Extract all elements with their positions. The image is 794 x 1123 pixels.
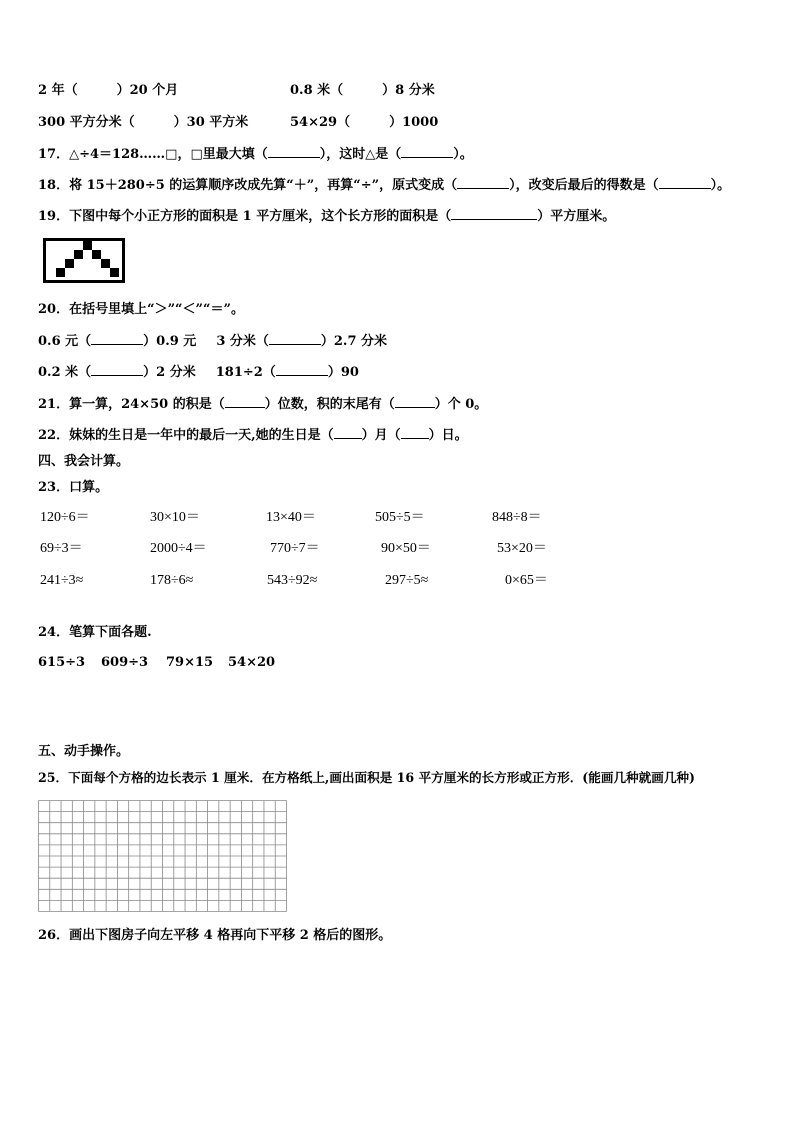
section-5-heading: 五、动手操作。: [38, 744, 130, 759]
answer-blank[interactable]: [334, 427, 362, 439]
compare-item-area: 300 平方分米（ ）30 平方米: [38, 115, 249, 130]
question-20: 20．在括号里填上“＞”“＜”“＝”。: [38, 302, 244, 317]
written-item: 79×15: [166, 655, 214, 670]
written-item: 609÷3: [101, 655, 149, 670]
oral-item: 69÷3＝: [40, 541, 83, 556]
oral-item: 120÷6＝: [40, 510, 90, 525]
question-22: 22．妹妹的生日是一年中的最后一天,她的生日是（ ）月（ ）日。: [38, 428, 468, 443]
compare-item-product: 54×29（ ）1000: [290, 115, 439, 130]
answer-blank[interactable]: [276, 364, 328, 376]
oral-item: 30×10＝: [150, 510, 200, 525]
question-17: 17．△÷4＝128……□，□里最大填（ ），这时△是（ ）。: [38, 147, 473, 162]
answer-blank[interactable]: [451, 208, 537, 220]
answer-blank[interactable]: [91, 333, 143, 345]
question-21: 21．算一算，24×50 的积是（ ）位数，积的末尾有（ ）个 0。: [38, 397, 488, 412]
oral-item: 241÷3≈: [40, 573, 84, 588]
oral-item: 297÷5≈: [385, 573, 429, 588]
answer-blank[interactable]: [401, 427, 429, 439]
section-4-heading: 四、我会计算。: [38, 454, 130, 469]
answer-blank[interactable]: [395, 396, 435, 408]
grid-paper[interactable]: [38, 800, 287, 912]
oral-item: 13×40＝: [266, 510, 316, 525]
oral-item: 53×20＝: [497, 541, 547, 556]
answer-blank[interactable]: [401, 146, 453, 158]
written-item: 615÷3: [38, 655, 86, 670]
answer-blank[interactable]: [659, 177, 711, 189]
oral-item: 543÷92≈: [267, 573, 318, 588]
question-25: 25．下面每个方格的边长表示 1 厘米．在方格纸上,画出面积是 16 平方厘米的长方形或正方形．(能画几种就画几种): [38, 770, 695, 785]
answer-blank[interactable]: [457, 177, 509, 189]
oral-item: 2000÷4＝: [150, 541, 207, 556]
compare-item-meters-decimeters: 0.8 米（ ）8 分米: [290, 83, 435, 98]
oral-item: 178÷6≈: [150, 573, 194, 588]
oral-item: 505÷5＝: [375, 510, 425, 525]
oral-item: 770÷7＝: [270, 541, 320, 556]
question-23: 23．口算。: [38, 480, 109, 495]
answer-blank[interactable]: [269, 333, 321, 345]
rectangle-figure: [43, 238, 125, 283]
question-26: 26．画出下图房子向左平移 4 格再向下平移 2 格后的图形。: [38, 928, 392, 943]
answer-blank[interactable]: [91, 364, 143, 376]
compare-item-years-months: 2 年（ ）20 个月: [38, 83, 179, 98]
answer-blank[interactable]: [225, 396, 265, 408]
oral-item: 0×65＝: [505, 573, 548, 588]
answer-blank[interactable]: [268, 146, 320, 158]
oral-item: 90×50＝: [381, 541, 431, 556]
compare-row-2: 0.2 米（ ）2 分米 181÷2（ ）90: [38, 365, 359, 380]
question-24: 24．笔算下面各题.: [38, 625, 152, 640]
question-19: 19．下图中每个小正方形的面积是 1 平方厘米，这个长方形的面积是（ ）平方厘米。: [38, 209, 616, 224]
compare-row-1: 0.6 元（ ）0.9 元 3 分米（ ）2.7 分米: [38, 334, 388, 349]
question-18: 18．将 15＋280÷5 的运算顺序改成先算“＋”，再算“÷”，原式变成（ ），改变后最后的得数是（ ）。: [38, 178, 731, 193]
oral-item: 848÷8＝: [492, 510, 542, 525]
written-item: 54×20: [228, 655, 276, 670]
